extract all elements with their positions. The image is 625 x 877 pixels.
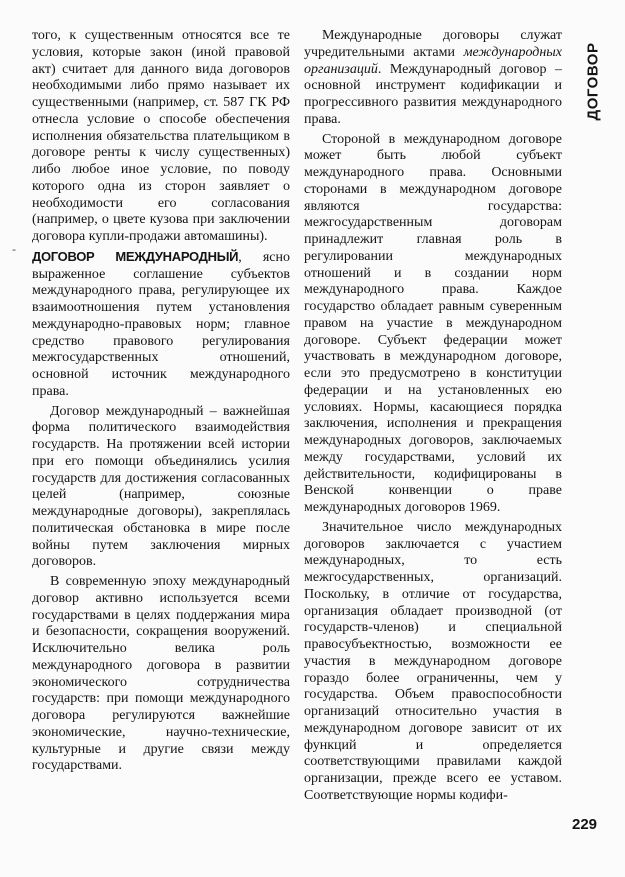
entry-headword: ДОГОВОР МЕЖДУНАРОДНЫЙ — [32, 248, 239, 264]
continued-paragraph: того, к существенным относятся все те условия, которые закон (иной правовой акт) считает для данного вида договоров необходимыми либо прямо называет их существенными (например, ст. 587 ГК РФ отнесла условие о способе обеспечения исполнения обязательства плательщиком в договоре ренты к числу существенных) либо любое иное условие, по поводу которого одна из сторон заявляет о необходимости его согласования (например, о цвете кузова при заключении договора купли-продажи автомашины). — [32, 28, 290, 244]
page-number: 229 — [572, 816, 598, 833]
text-run: Международные договоры служат учредительными актами — [304, 28, 562, 60]
entry-definition: , ясно выраженное соглашение субъектов международного права, регулирующее их взаимоотношения путем установления международно-правовых норм; главное средство правового регулирования межгосударственных отношений, основной источник международного права. — [32, 249, 290, 399]
running-head — [578, 26, 608, 136]
body-paragraph: Стороной в международном договоре может быть любой субъект международного права. Основными сторонами в международном договоре являются государства: межгосударственным договорам принадлежит главная роль в регулировании международных отношений и в создании норм международного права. Каждое государство обладает равным суверенным правом на участие в международном договоре. Субъект федерации может участвовать в международном договоре, если это предусмотрено в конституции федерации и на установленных ею условиях. Нормы, касающиеся порядка заключения, исполнения и прекращения международных договоров, заключаемых между государствами, условий их действительности, кодифицированы в Венской конвенции о праве международных договоров 1969. — [304, 131, 562, 515]
body-paragraph: В современную эпоху международный договор активно используется всеми государствами в целях поддержания мира и безопасности, сокращения вооружений. Исключительно велика роль международного договора в развитии экономического сотрудничества государств: при помощи международного договора регулируются важнейшие экономические, научно-технические, культурные и другие связи между государствами. — [32, 574, 290, 774]
body-paragraph: Значительное число международных договоров заключается с участием международных, то есть межгосударственных, организаций. Поскольку, в отличие от государства, организация обладает производной (от государств-членов) и специальной правосубъектностью, возможности ее участия в международном договоре гораздо более ограниченны, чем у государства. Объем правоспособности организаций относительно участия в международном договоре зависит от их функций и определяется соответствующими правилами каждой организации, прежде всего ее уставом. Соответствующие нормы кодифи- — [304, 519, 562, 803]
cross-reference: международных организаций — [304, 44, 562, 77]
text-run: . Международный договор – основной инструмент кодификации и прогрессивного развития международного права. — [304, 61, 562, 127]
running-head-text: ДОГОВОР — [584, 42, 602, 120]
body-paragraph: Договор международный – важнейшая форма политического взаимодействия государств. На протяжении всей истории при его помощи объединялись усилия государств для достижения согласованных целей (например, союзные международные договоры), закреплялась политическая обстановка в мире после войны путем заключения мирных договоров. — [32, 403, 290, 570]
right-column — [304, 28, 562, 805]
margin-mark: - — [12, 242, 16, 256]
entry-paragraph — [32, 249, 290, 401]
left-column — [32, 28, 290, 775]
body-paragraph — [304, 28, 562, 129]
